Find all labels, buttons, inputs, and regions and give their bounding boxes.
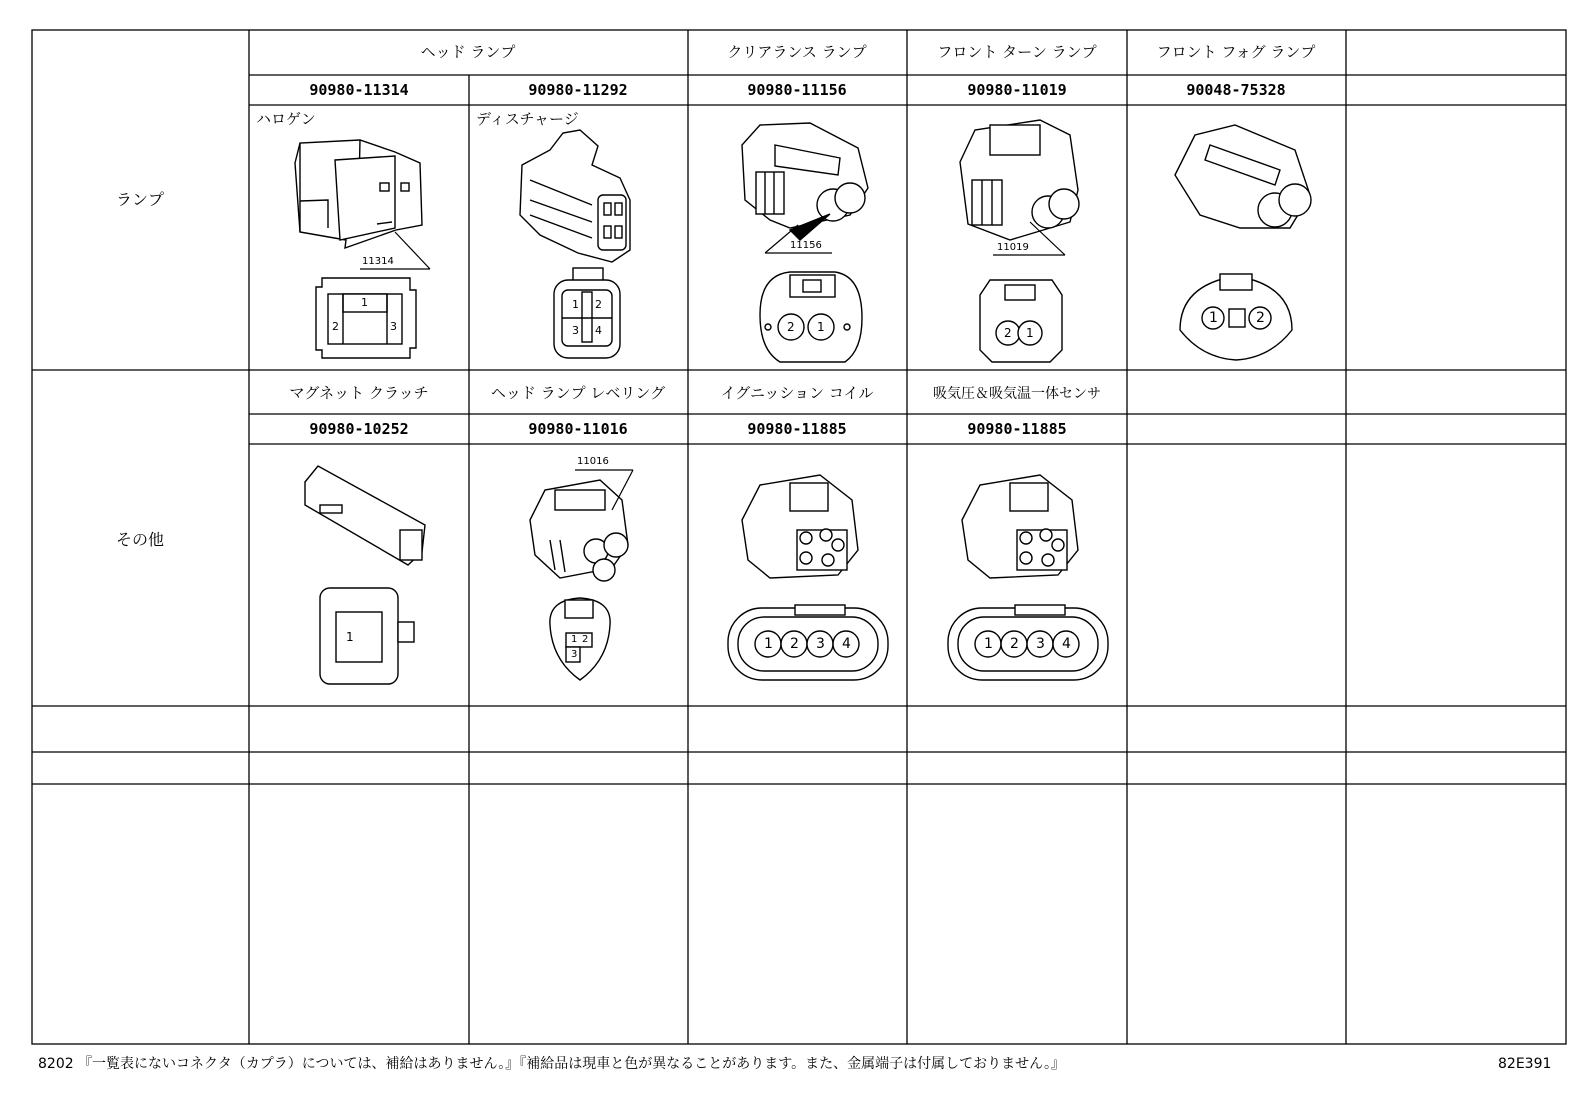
pin-label: 3 bbox=[816, 636, 825, 652]
part-number: 90980-11292 bbox=[528, 81, 628, 99]
header-headlamp-leveling: ヘッド ランプ レベリング bbox=[490, 384, 666, 402]
connector-11156-face-icon bbox=[760, 272, 862, 362]
pin-label: 1 bbox=[571, 634, 578, 645]
sublabel-halogen: ハロゲン bbox=[256, 110, 316, 128]
connector-11016-icon bbox=[530, 480, 628, 680]
header-ignition-coil: イグニッション コイル bbox=[720, 384, 874, 402]
pin-label: 2 bbox=[595, 298, 602, 311]
sublabel-discharge: ディスチャージ bbox=[476, 110, 579, 128]
pin-label: 3 bbox=[572, 324, 579, 337]
row-label-lamp: ランプ bbox=[115, 190, 165, 209]
pin-label: 1 bbox=[346, 630, 354, 644]
part-number: 90980-10252 bbox=[309, 420, 409, 438]
header-headlamp: ヘッド ランプ bbox=[420, 43, 516, 61]
header-front-turn-lamp: フロント ターン ランプ bbox=[937, 43, 1097, 61]
pin-label: 2 bbox=[1004, 326, 1012, 340]
footer-left-code: 8202 bbox=[38, 1056, 74, 1072]
callout-label: 11019 bbox=[997, 242, 1029, 253]
part-number: 90980-11156 bbox=[747, 81, 847, 99]
part-number: 90980-11016 bbox=[528, 420, 628, 438]
callout-label: 11156 bbox=[790, 240, 822, 251]
pin-label: 3 bbox=[390, 320, 397, 333]
pin-label: 4 bbox=[595, 324, 602, 337]
pin-label: 1 bbox=[764, 636, 773, 652]
callout-label: 11016 bbox=[577, 456, 609, 467]
connector-75328-icon bbox=[1175, 125, 1311, 228]
connector-11019-face-icon bbox=[980, 280, 1062, 362]
pin-label: 1 bbox=[817, 320, 825, 334]
pin-label: 1 bbox=[361, 296, 368, 309]
connector-11314-icon bbox=[295, 140, 422, 248]
pin-label: 2 bbox=[790, 636, 799, 652]
connector-10252-icon bbox=[305, 466, 425, 684]
connector-11292-icon bbox=[520, 130, 630, 262]
connector-11885a-icon bbox=[742, 475, 858, 578]
pin-label: 2 bbox=[1010, 636, 1019, 652]
pin-label: 2 bbox=[332, 320, 339, 333]
callout-label: 11314 bbox=[362, 256, 394, 267]
header-front-fog-lamp: フロント フォグ ランプ bbox=[1156, 43, 1316, 61]
connector-11156-icon bbox=[742, 123, 868, 240]
pin-label: 1 bbox=[984, 636, 993, 652]
footer-right-code: 82E391 bbox=[1498, 1056, 1552, 1072]
row-label-other: その他 bbox=[115, 530, 165, 549]
part-number: 90980-11885 bbox=[747, 420, 847, 438]
connector-11885b-icon bbox=[962, 475, 1078, 578]
pin-label: 4 bbox=[1062, 636, 1071, 652]
part-number: 90980-11314 bbox=[309, 81, 409, 99]
pin-label: 1 bbox=[1026, 326, 1034, 340]
pin-label: 1 bbox=[572, 298, 579, 311]
pin-label: 2 bbox=[1256, 310, 1265, 326]
pin-label: 4 bbox=[842, 636, 851, 652]
footer-note: 『一覧表にないコネクタ（カプラ）については、補給はありません。』『補給品は現車と色が異なることがあります。また、金属端子は付属しておりません。』 bbox=[78, 1056, 1065, 1072]
pin-label: 3 bbox=[571, 649, 578, 660]
pin-label: 3 bbox=[1036, 636, 1045, 652]
pin-label: 2 bbox=[582, 634, 589, 645]
connector-75328-face-icon bbox=[1180, 274, 1292, 360]
connector-11292-face-icon bbox=[554, 268, 620, 358]
part-number: 90980-11885 bbox=[967, 420, 1067, 438]
part-number: 90048-75328 bbox=[1186, 81, 1286, 99]
header-clearance-lamp: クリアランス ランプ bbox=[727, 43, 867, 61]
connector-11314-face-icon bbox=[316, 278, 416, 358]
pin-label: 2 bbox=[787, 320, 795, 334]
pin-label: 1 bbox=[1209, 310, 1218, 326]
part-number: 90980-11019 bbox=[967, 81, 1067, 99]
header-intake-sensor: 吸気圧＆吸気温一体センサ bbox=[933, 386, 1101, 402]
connector-11019-icon bbox=[960, 120, 1079, 240]
header-magnet-clutch: マグネット クラッチ bbox=[289, 384, 429, 402]
